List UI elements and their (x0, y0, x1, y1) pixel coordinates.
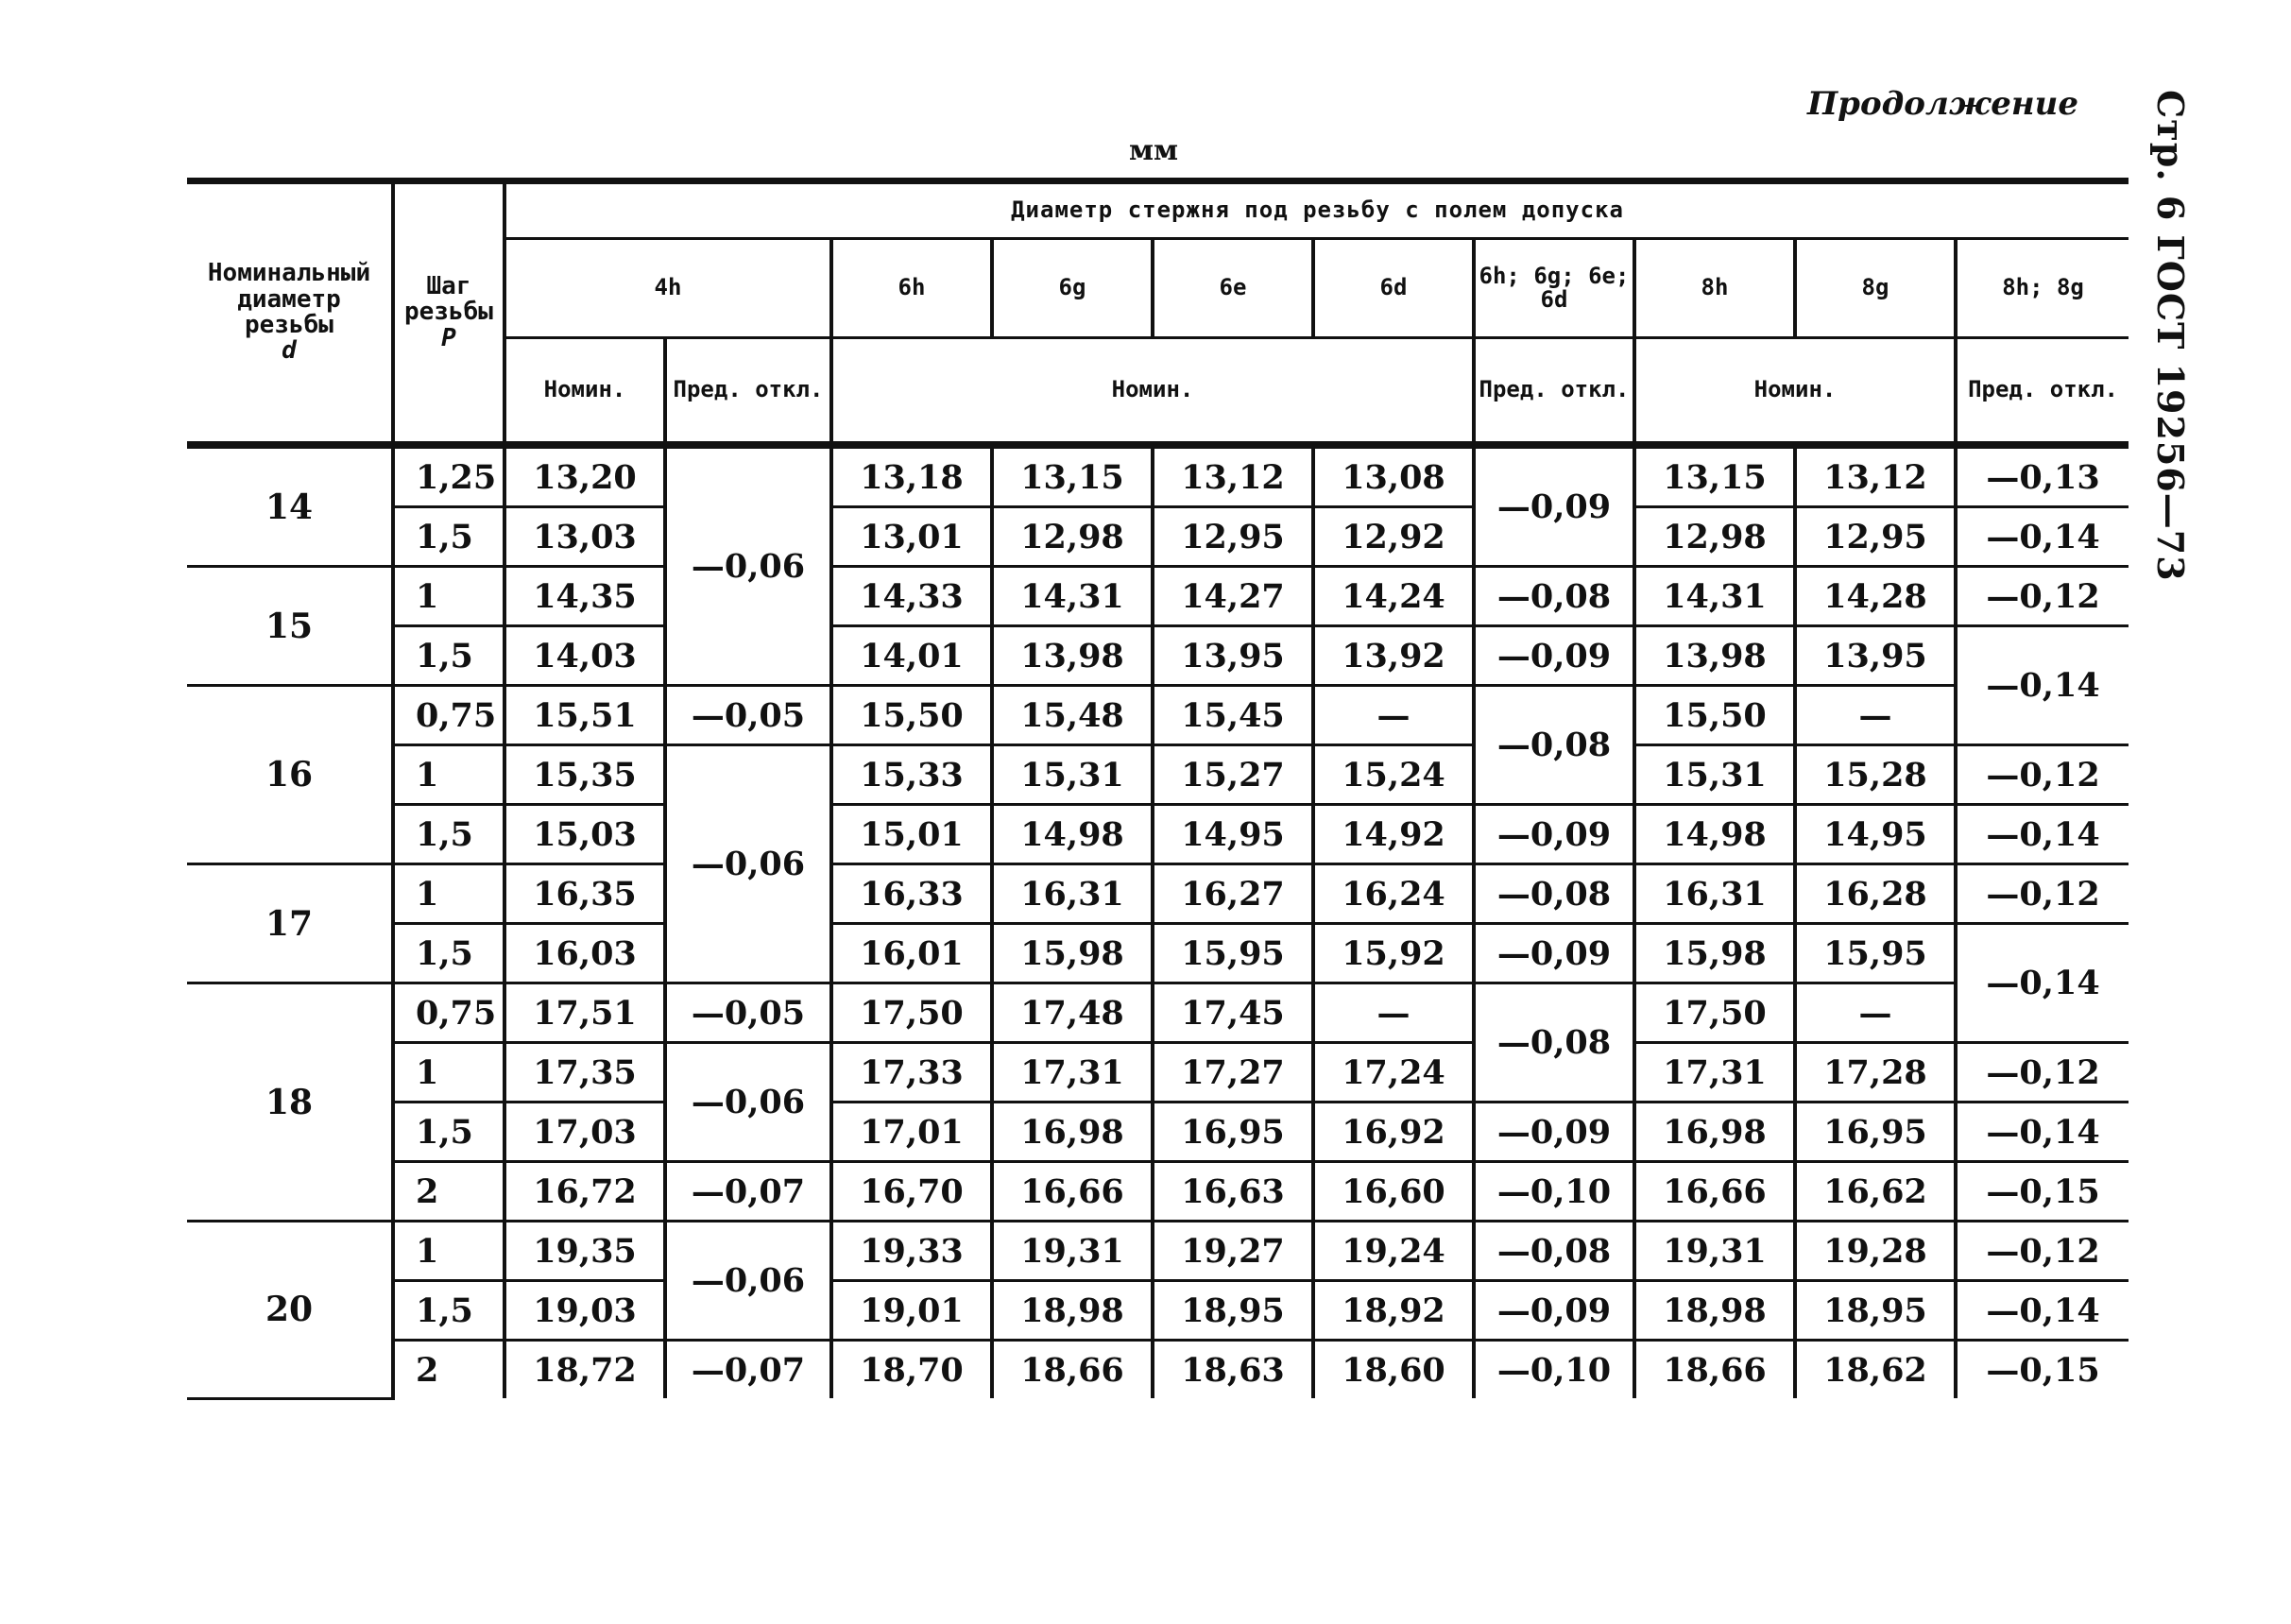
nom-6e-cell: 14,95 (1153, 805, 1313, 864)
header-field-6e: 6e (1153, 239, 1313, 338)
nom-8h-cell: 15,98 (1634, 924, 1795, 983)
dev-4h-cell: —0,06 (665, 445, 831, 686)
nom-6h-cell: 18,70 (831, 1341, 992, 1399)
nom-6d-cell: 18,92 (1313, 1281, 1474, 1341)
table-row (187, 1162, 2129, 1222)
header-dev-6: Пред. откл. (1474, 338, 1634, 446)
nom-6h-cell: 13,18 (831, 445, 992, 507)
nom-6h-cell: 19,01 (831, 1281, 992, 1341)
nom-6e-cell: 15,95 (1153, 924, 1313, 983)
nom-6h-cell: 17,50 (831, 983, 992, 1043)
header-group: Диаметр стержня под резьбу с полем допуска (504, 181, 2129, 239)
nom-6g-cell: 15,48 (992, 686, 1153, 745)
diameter-cell: 20 (187, 1222, 393, 1399)
dev-8-cell: —0,14 (1956, 626, 2129, 745)
dev-6-cell: —0,08 (1474, 1222, 1634, 1281)
dev-6-cell: —0,10 (1474, 1341, 1634, 1399)
header-field-4h: 4h (504, 239, 831, 338)
nom-8h-cell: 13,15 (1634, 445, 1795, 507)
nom-4h-cell: 17,51 (504, 983, 665, 1043)
dev-8-cell: —0,14 (1956, 507, 2129, 567)
pitch-cell: 0,75 (393, 686, 504, 745)
table-row (187, 1341, 2129, 1399)
nom-6g-cell: 15,31 (992, 745, 1153, 805)
nom-8g-cell: 15,95 (1795, 924, 1956, 983)
nom-6h-cell: 14,01 (831, 626, 992, 686)
header-diameter-symbol: d (282, 336, 297, 366)
nom-6g-cell: 16,66 (992, 1162, 1153, 1222)
nom-8h-cell: 12,98 (1634, 507, 1795, 567)
header-dev-8: Пред. откл. (1956, 338, 2129, 446)
nom-8h-cell: 15,50 (1634, 686, 1795, 745)
nom-8g-cell: 16,95 (1795, 1103, 1956, 1162)
nom-8g-cell: 16,28 (1795, 864, 1956, 924)
dev-8-cell: —0,12 (1956, 567, 2129, 626)
dev-8-cell: —0,14 (1956, 924, 2129, 1043)
table-row (187, 1043, 2129, 1103)
nom-8g-cell: 14,95 (1795, 805, 1956, 864)
header-field-8g: 8g (1795, 239, 1956, 338)
thread-diameter-table (187, 178, 2129, 1400)
nom-6d-cell: 18,60 (1313, 1341, 1474, 1399)
nom-6e-cell: 16,95 (1153, 1103, 1313, 1162)
dev-8-cell: —0,13 (1956, 445, 2129, 507)
header-nom-8: Номин. (1634, 338, 1956, 446)
pitch-cell: 1 (393, 567, 504, 626)
nom-6g-cell: 15,98 (992, 924, 1153, 983)
nom-6h-cell: 16,01 (831, 924, 992, 983)
nom-6g-cell: 18,66 (992, 1341, 1153, 1399)
nom-6d-cell: 15,92 (1313, 924, 1474, 983)
nom-8g-cell: — (1795, 686, 1956, 745)
nom-6d-cell: 17,24 (1313, 1043, 1474, 1103)
header-field-8-dev: 8h; 8g (1956, 239, 2129, 338)
nom-6h-cell: 16,33 (831, 864, 992, 924)
nom-4h-cell: 19,03 (504, 1281, 665, 1341)
table-row (187, 1222, 2129, 1281)
nom-6h-cell: 16,70 (831, 1162, 992, 1222)
table-row (187, 745, 2129, 805)
pitch-cell: 1,25 (393, 445, 504, 507)
header-diameter (187, 181, 393, 446)
diameter-cell: 17 (187, 864, 393, 983)
nom-6g-cell: 17,31 (992, 1043, 1153, 1103)
table-row (187, 983, 2129, 1043)
nom-6e-cell: 13,95 (1153, 626, 1313, 686)
nom-8h-cell: 19,31 (1634, 1222, 1795, 1281)
dev-8-cell: —0,14 (1956, 1103, 2129, 1162)
nom-6d-cell: 15,24 (1313, 745, 1474, 805)
nom-4h-cell: 17,35 (504, 1043, 665, 1103)
dev-6-cell: —0,09 (1474, 626, 1634, 686)
dev-8-cell: —0,12 (1956, 864, 2129, 924)
pitch-cell: 2 (393, 1341, 504, 1399)
nom-6d-cell: — (1313, 983, 1474, 1043)
nom-8g-cell: 12,95 (1795, 507, 1956, 567)
nom-8h-cell: 18,66 (1634, 1341, 1795, 1399)
nom-6h-cell: 17,33 (831, 1043, 992, 1103)
nom-6e-cell: 16,27 (1153, 864, 1313, 924)
header-pitch (393, 181, 504, 446)
nom-8g-cell: 15,28 (1795, 745, 1956, 805)
nom-6g-cell: 13,98 (992, 626, 1153, 686)
dev-8-cell: —0,12 (1956, 1043, 2129, 1103)
table-row (187, 686, 2129, 745)
nom-6h-cell: 15,33 (831, 745, 992, 805)
nom-8h-cell: 16,31 (1634, 864, 1795, 924)
dev-6-cell: —0,08 (1474, 686, 1634, 805)
nom-6d-cell: 14,24 (1313, 567, 1474, 626)
dev-6-cell: —0,08 (1474, 983, 1634, 1103)
standard-page-label: Стр. 6 ГОСТ 19256—73 (2149, 90, 2192, 582)
dev-6-cell: —0,09 (1474, 445, 1634, 567)
nom-8h-cell: 17,31 (1634, 1043, 1795, 1103)
nom-8h-cell: 17,50 (1634, 983, 1795, 1043)
nom-6e-cell: 17,45 (1153, 983, 1313, 1043)
nom-6g-cell: 19,31 (992, 1222, 1153, 1281)
unit-label: мм (1129, 134, 1179, 167)
nom-6e-cell: 14,27 (1153, 567, 1313, 626)
nom-4h-cell: 16,03 (504, 924, 665, 983)
nom-4h-cell: 17,03 (504, 1103, 665, 1162)
nom-6d-cell: 13,08 (1313, 445, 1474, 507)
nom-6e-cell: 13,12 (1153, 445, 1313, 507)
nom-6d-cell: 16,24 (1313, 864, 1474, 924)
dev-4h-cell: —0,06 (665, 1043, 831, 1162)
nom-8g-cell: 13,95 (1795, 626, 1956, 686)
pitch-cell: 1,5 (393, 1103, 504, 1162)
diameter-cell: 18 (187, 983, 393, 1222)
diameter-cell: 15 (187, 567, 393, 686)
dev-8-cell: —0,15 (1956, 1162, 2129, 1222)
nom-6d-cell: 16,92 (1313, 1103, 1474, 1162)
nom-4h-cell: 13,20 (504, 445, 665, 507)
pitch-cell: 1,5 (393, 626, 504, 686)
nom-8h-cell: 13,98 (1634, 626, 1795, 686)
nom-6g-cell: 14,31 (992, 567, 1153, 626)
table-row (187, 924, 2129, 983)
pitch-cell: 1 (393, 1222, 504, 1281)
dev-4h-cell: —0,07 (665, 1341, 831, 1399)
nom-6d-cell: 12,92 (1313, 507, 1474, 567)
nom-6d-cell: — (1313, 686, 1474, 745)
nom-8h-cell: 16,66 (1634, 1162, 1795, 1222)
nom-8h-cell: 14,98 (1634, 805, 1795, 864)
dev-6-cell: —0,09 (1474, 1281, 1634, 1341)
header-field-6h: 6h (831, 239, 992, 338)
dev-6-cell: —0,10 (1474, 1162, 1634, 1222)
nom-6d-cell: 14,92 (1313, 805, 1474, 864)
nom-6h-cell: 15,01 (831, 805, 992, 864)
nom-6e-cell: 12,95 (1153, 507, 1313, 567)
nom-4h-cell: 14,03 (504, 626, 665, 686)
nom-6g-cell: 13,15 (992, 445, 1153, 507)
nom-6h-cell: 13,01 (831, 507, 992, 567)
header-field-6g: 6g (992, 239, 1153, 338)
nom-6e-cell: 17,27 (1153, 1043, 1313, 1103)
nom-6e-cell: 16,63 (1153, 1162, 1313, 1222)
table-row (187, 567, 2129, 626)
nom-6e-cell: 15,45 (1153, 686, 1313, 745)
dev-4h-cell: —0,06 (665, 745, 831, 983)
dev-4h-cell: —0,06 (665, 1222, 831, 1341)
table-row (187, 805, 2129, 864)
nom-4h-cell: 14,35 (504, 567, 665, 626)
dev-8-cell: —0,14 (1956, 805, 2129, 864)
dev-6-cell: —0,09 (1474, 1103, 1634, 1162)
pitch-cell: 1,5 (393, 924, 504, 983)
nom-6h-cell: 17,01 (831, 1103, 992, 1162)
nom-8g-cell: 16,62 (1795, 1162, 1956, 1222)
dev-8-cell: —0,12 (1956, 1222, 2129, 1281)
table-body (187, 445, 2129, 1398)
nom-6d-cell: 16,60 (1313, 1162, 1474, 1222)
nom-6g-cell: 16,98 (992, 1103, 1153, 1162)
table-row (187, 626, 2129, 686)
nom-6d-cell: 13,92 (1313, 626, 1474, 686)
table-row (187, 864, 2129, 924)
continuation-label: Продолжение (1807, 85, 2078, 123)
nom-8g-cell: 14,28 (1795, 567, 1956, 626)
header-pitch-label: Шаг резьбы (404, 272, 493, 327)
pitch-cell: 2 (393, 1162, 504, 1222)
nom-4h-cell: 15,51 (504, 686, 665, 745)
nom-8g-cell: 17,28 (1795, 1043, 1956, 1103)
dev-8-cell: —0,12 (1956, 745, 2129, 805)
nom-6e-cell: 18,63 (1153, 1341, 1313, 1399)
dev-8-cell: —0,15 (1956, 1341, 2129, 1399)
header-diameter-label: Номинальный диаметр резьбы (207, 259, 371, 339)
header-nom-4h: Номин. (504, 338, 665, 446)
nom-4h-cell: 16,35 (504, 864, 665, 924)
header-field-6d: 6d (1313, 239, 1474, 338)
nom-6g-cell: 18,98 (992, 1281, 1153, 1341)
nom-8g-cell: 19,28 (1795, 1222, 1956, 1281)
nom-8h-cell: 15,31 (1634, 745, 1795, 805)
dev-4h-cell: —0,05 (665, 686, 831, 745)
dev-4h-cell: —0,07 (665, 1162, 831, 1222)
nom-8g-cell: 13,12 (1795, 445, 1956, 507)
pitch-cell: 1,5 (393, 507, 504, 567)
table-row (187, 507, 2129, 567)
nom-4h-cell: 13,03 (504, 507, 665, 567)
table-row (187, 445, 2129, 507)
nom-6g-cell: 14,98 (992, 805, 1153, 864)
header-dev-4h: Пред. откл. (665, 338, 831, 446)
dev-6-cell: —0,08 (1474, 864, 1634, 924)
nom-4h-cell: 18,72 (504, 1341, 665, 1399)
dev-4h-cell: —0,05 (665, 983, 831, 1043)
nom-6d-cell: 19,24 (1313, 1222, 1474, 1281)
nom-4h-cell: 16,72 (504, 1162, 665, 1222)
table-row (187, 1103, 2129, 1162)
nom-8g-cell: — (1795, 983, 1956, 1043)
dev-6-cell: —0,09 (1474, 805, 1634, 864)
nom-6g-cell: 12,98 (992, 507, 1153, 567)
nom-6g-cell: 17,48 (992, 983, 1153, 1043)
nom-4h-cell: 15,35 (504, 745, 665, 805)
nom-6h-cell: 14,33 (831, 567, 992, 626)
nom-8g-cell: 18,62 (1795, 1341, 1956, 1399)
table-header (187, 181, 2129, 446)
pitch-cell: 1,5 (393, 805, 504, 864)
pitch-cell: 1,5 (393, 1281, 504, 1341)
nom-6e-cell: 19,27 (1153, 1222, 1313, 1281)
nom-8h-cell: 18,98 (1634, 1281, 1795, 1341)
nom-6g-cell: 16,31 (992, 864, 1153, 924)
nom-8h-cell: 16,98 (1634, 1103, 1795, 1162)
dev-6-cell: —0,08 (1474, 567, 1634, 626)
diameter-cell: 16 (187, 686, 393, 864)
nom-6e-cell: 15,27 (1153, 745, 1313, 805)
table-row (187, 1281, 2129, 1341)
pitch-cell: 1 (393, 745, 504, 805)
diameter-cell: 14 (187, 445, 393, 567)
nom-8h-cell: 14,31 (1634, 567, 1795, 626)
header-field-6-dev: 6h; 6g; 6e; 6d (1474, 239, 1634, 338)
nom-6h-cell: 19,33 (831, 1222, 992, 1281)
header-pitch-symbol: P (441, 323, 456, 352)
pitch-cell: 1 (393, 1043, 504, 1103)
nom-6h-cell: 15,50 (831, 686, 992, 745)
dev-8-cell: —0,14 (1956, 1281, 2129, 1341)
nom-4h-cell: 15,03 (504, 805, 665, 864)
nom-6e-cell: 18,95 (1153, 1281, 1313, 1341)
dev-6-cell: —0,09 (1474, 924, 1634, 983)
nom-4h-cell: 19,35 (504, 1222, 665, 1281)
pitch-cell: 0,75 (393, 983, 504, 1043)
nom-8g-cell: 18,95 (1795, 1281, 1956, 1341)
header-nom-6: Номин. (831, 338, 1474, 446)
header-field-8h: 8h (1634, 239, 1795, 338)
pitch-cell: 1 (393, 864, 504, 924)
